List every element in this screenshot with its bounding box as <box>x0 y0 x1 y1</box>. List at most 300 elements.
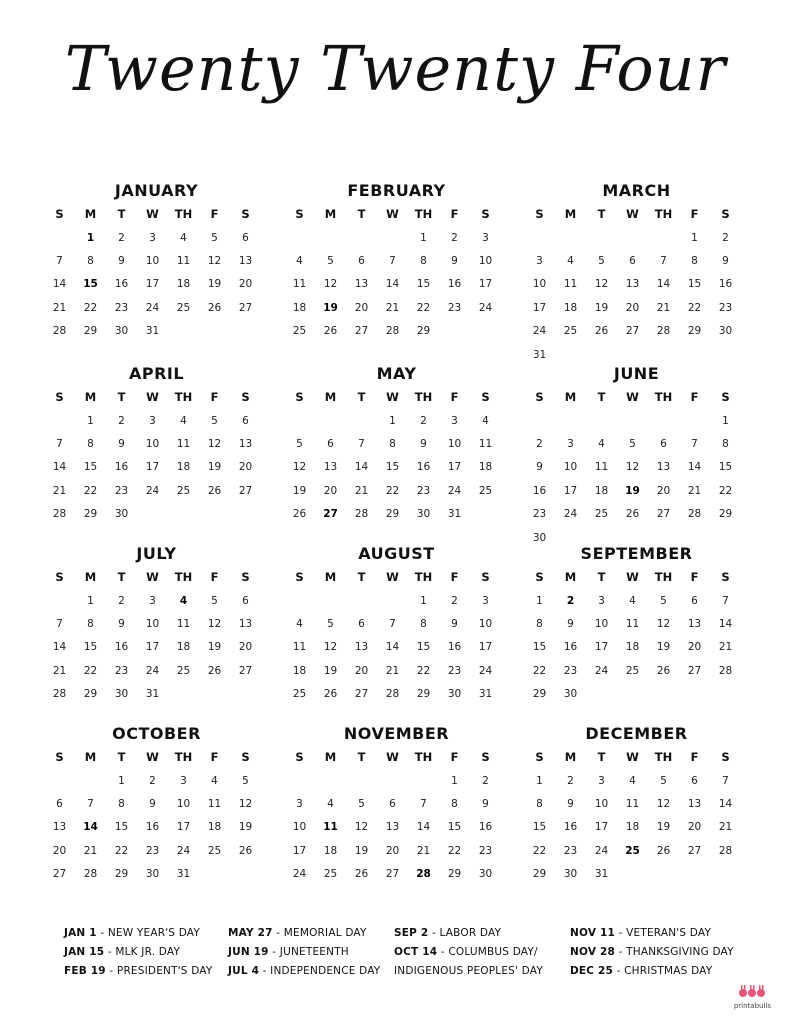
day-cell: 10 <box>563 461 578 474</box>
day-cell: 5 <box>211 414 218 427</box>
holiday-separator: - <box>615 946 627 958</box>
day-cell: 11 <box>478 438 493 451</box>
day-cell: 1 <box>87 414 94 427</box>
day-cell: 26 <box>238 844 253 857</box>
weekday-label: T <box>357 570 366 584</box>
day-cell: 18 <box>563 301 578 314</box>
week-row <box>284 409 509 432</box>
weekday-label: S <box>481 570 490 584</box>
weekday-label: M <box>324 390 337 404</box>
day-cell: 31 <box>176 868 191 881</box>
day-cell: 18 <box>478 461 493 474</box>
holiday-date: FEB 19 <box>64 965 106 977</box>
day-cell: 10 <box>478 255 493 268</box>
holiday-day-cell: 27 <box>323 508 338 521</box>
day-cell: 9 <box>567 798 574 811</box>
day-cell: 21 <box>385 664 400 677</box>
day-cell: 22 <box>718 484 733 497</box>
weekday-label: S <box>721 207 730 221</box>
month-july <box>44 543 269 706</box>
weekday-label: M <box>84 207 97 221</box>
day-cell: 31 <box>594 868 609 881</box>
day-cell: 26 <box>207 484 222 497</box>
day-cell: 8 <box>420 618 427 631</box>
day-cell: 16 <box>478 821 493 834</box>
day-cell: 9 <box>722 255 729 268</box>
day-cell: 2 <box>118 414 125 427</box>
week-row <box>524 249 749 272</box>
day-cell: 26 <box>625 508 640 521</box>
holiday-separator: - <box>272 927 284 939</box>
day-cell: 15 <box>416 278 431 291</box>
day-cell: 16 <box>114 641 129 654</box>
day-cell: 3 <box>482 231 489 244</box>
day-cell: 7 <box>87 798 94 811</box>
day-cell: 5 <box>629 438 636 451</box>
day-cell: 8 <box>691 255 698 268</box>
day-cell: 1 <box>691 231 698 244</box>
weekday-label: S <box>241 750 250 764</box>
day-cell: 22 <box>416 301 431 314</box>
day-cell: 5 <box>242 774 249 787</box>
day-cell: 19 <box>292 484 307 497</box>
week-row <box>524 409 749 432</box>
holiday-column <box>570 924 734 981</box>
day-cell: 18 <box>292 301 307 314</box>
day-cell: 3 <box>180 774 187 787</box>
day-cell: 28 <box>52 508 67 521</box>
day-cell: 11 <box>594 461 609 474</box>
day-cell: 27 <box>687 844 702 857</box>
weekday-label: W <box>626 750 639 764</box>
weekday-label: F <box>210 750 219 764</box>
day-cell: 1 <box>389 414 396 427</box>
month-name: JUNE <box>613 364 660 383</box>
weekday-label: S <box>55 207 64 221</box>
weekday-label: TH <box>654 570 673 584</box>
day-cell: 2 <box>567 774 574 787</box>
day-cell: 13 <box>323 461 338 474</box>
day-cell: 7 <box>56 255 63 268</box>
day-cell: 17 <box>145 278 160 291</box>
month-february <box>284 180 509 343</box>
day-cell: 6 <box>358 255 365 268</box>
holiday-entry <box>228 924 380 943</box>
holiday-column <box>64 924 213 981</box>
day-cell: 11 <box>176 618 191 631</box>
weekday-label: TH <box>174 390 193 404</box>
day-cell: 20 <box>656 484 671 497</box>
weekday-label: W <box>146 750 159 764</box>
day-cell: 18 <box>176 641 191 654</box>
holiday-name: INDIGENOUS PEOPLES' DAY <box>394 965 543 977</box>
day-cell: 18 <box>594 484 609 497</box>
day-cell: 3 <box>598 774 605 787</box>
day-cell: 25 <box>292 688 307 701</box>
weekday-label: T <box>597 570 606 584</box>
day-cell: 24 <box>478 664 493 677</box>
day-cell: 3 <box>536 255 543 268</box>
weekday-label: W <box>626 570 639 584</box>
day-cell: 29 <box>385 508 400 521</box>
day-cell: 26 <box>354 868 369 881</box>
day-cell: 22 <box>83 664 98 677</box>
holiday-name: INDEPENDENCE DAY <box>270 965 381 977</box>
weekday-label: W <box>386 570 399 584</box>
day-cell: 17 <box>563 484 578 497</box>
month-may <box>284 363 509 526</box>
week-row <box>524 839 749 862</box>
day-cell: 10 <box>176 798 191 811</box>
week-row <box>524 636 749 659</box>
day-cell: 8 <box>389 438 396 451</box>
week-row <box>284 612 509 635</box>
day-cell: 29 <box>416 325 431 338</box>
month-name: JANUARY <box>114 181 199 200</box>
holiday-date: NOV 28 <box>570 946 616 958</box>
day-cell: 21 <box>52 301 67 314</box>
day-cell: 14 <box>416 821 431 834</box>
month-october <box>44 723 269 886</box>
weekday-label: M <box>324 207 337 221</box>
week-row <box>44 456 269 479</box>
day-cell: 28 <box>385 325 400 338</box>
day-cell: 24 <box>563 508 578 521</box>
weekday-label: M <box>84 570 97 584</box>
day-cell: 25 <box>207 844 222 857</box>
day-cell: 24 <box>145 664 160 677</box>
day-cell: 7 <box>722 594 729 607</box>
holiday-day-cell: 4 <box>179 594 188 607</box>
day-cell: 28 <box>718 664 733 677</box>
weekday-label: S <box>481 207 490 221</box>
day-cell: 11 <box>625 798 640 811</box>
day-cell: 15 <box>718 461 733 474</box>
day-cell: 8 <box>420 255 427 268</box>
day-cell: 27 <box>238 664 253 677</box>
day-cell: 3 <box>567 438 574 451</box>
day-cell: 24 <box>447 484 462 497</box>
day-cell: 19 <box>323 664 338 677</box>
holiday-separator: - <box>437 946 449 958</box>
day-cell: 5 <box>660 594 667 607</box>
holiday-name: THANKSGIVING DAY <box>626 946 734 958</box>
holiday-separator: - <box>259 965 271 977</box>
weekday-label: S <box>481 750 490 764</box>
day-cell: 12 <box>323 641 338 654</box>
day-cell: 3 <box>296 798 303 811</box>
day-cell: 27 <box>656 508 671 521</box>
week-row <box>524 479 749 502</box>
weekday-label: F <box>690 390 699 404</box>
day-cell: 26 <box>323 325 338 338</box>
day-cell: 21 <box>687 484 702 497</box>
holiday-separator: - <box>105 965 117 977</box>
day-cell: 9 <box>149 798 156 811</box>
day-cell: 12 <box>207 618 222 631</box>
holiday-name: MEMORIAL DAY <box>283 927 367 939</box>
holiday-entry <box>228 962 380 981</box>
week-row <box>284 659 509 682</box>
holiday-name: NEW YEAR'S DAY <box>107 927 200 939</box>
week-row <box>44 839 269 862</box>
day-cell: 29 <box>447 868 462 881</box>
holiday-name: VETERAN'S DAY <box>626 927 712 939</box>
day-cell: 13 <box>625 278 640 291</box>
day-cell: 23 <box>114 484 129 497</box>
day-cell: 1 <box>722 414 729 427</box>
day-cell: 8 <box>118 798 125 811</box>
day-cell: 10 <box>478 618 493 631</box>
week-row <box>44 769 269 792</box>
day-cell: 9 <box>567 618 574 631</box>
day-cell: 6 <box>660 438 667 451</box>
day-cell: 4 <box>567 255 574 268</box>
week-row <box>284 249 509 272</box>
day-cell: 30 <box>532 531 547 544</box>
day-cell: 17 <box>594 821 609 834</box>
day-cell: 21 <box>385 301 400 314</box>
day-cell: 27 <box>354 325 369 338</box>
day-cell: 12 <box>207 255 222 268</box>
day-cell: 19 <box>656 821 671 834</box>
brand-logo <box>734 983 771 1010</box>
day-cell: 26 <box>292 508 307 521</box>
day-cell: 6 <box>56 798 63 811</box>
day-cell: 16 <box>563 821 578 834</box>
weekday-header-row <box>284 745 509 769</box>
weekday-label: S <box>481 390 490 404</box>
weekday-label: W <box>626 390 639 404</box>
day-cell: 12 <box>323 278 338 291</box>
week-row <box>284 503 509 526</box>
day-cell: 11 <box>292 278 307 291</box>
day-cell: 24 <box>292 868 307 881</box>
month-name: DECEMBER <box>585 724 688 743</box>
month-name: SEPTEMBER <box>580 544 693 563</box>
weekday-label: TH <box>174 207 193 221</box>
weekday-label: W <box>386 207 399 221</box>
week-row <box>524 659 749 682</box>
day-cell: 3 <box>149 231 156 244</box>
holiday-day-cell: 11 <box>323 821 338 834</box>
day-cell: 4 <box>598 438 605 451</box>
holiday-date: JAN 15 <box>64 946 105 958</box>
day-cell: 22 <box>447 844 462 857</box>
day-cell: 25 <box>176 664 191 677</box>
weekday-label: TH <box>654 750 673 764</box>
calendar-title: Twenty Twenty Four <box>64 32 727 105</box>
month-name: MARCH <box>602 181 671 200</box>
day-cell: 10 <box>145 438 160 451</box>
week-row <box>524 320 749 343</box>
day-cell: 20 <box>52 844 67 857</box>
day-cell: 14 <box>687 461 702 474</box>
day-cell: 4 <box>296 255 303 268</box>
day-cell: 4 <box>296 618 303 631</box>
week-row <box>524 296 749 319</box>
day-cell: 2 <box>149 774 156 787</box>
day-cell: 16 <box>447 278 462 291</box>
week-row <box>284 589 509 612</box>
day-cell: 16 <box>145 821 160 834</box>
day-cell: 9 <box>536 461 543 474</box>
weekday-label: T <box>117 207 126 221</box>
holiday-entry <box>394 943 543 962</box>
weekday-label: S <box>55 750 64 764</box>
week-row <box>44 816 269 839</box>
weekday-label: TH <box>414 390 433 404</box>
week-row <box>524 589 749 612</box>
day-cell: 20 <box>238 461 253 474</box>
day-cell: 14 <box>52 641 67 654</box>
weekday-label: TH <box>174 570 193 584</box>
day-cell: 2 <box>451 231 458 244</box>
weekday-label: W <box>146 570 159 584</box>
weekday-label: M <box>84 750 97 764</box>
holiday-date: NOV 11 <box>570 927 616 939</box>
day-cell: 7 <box>420 798 427 811</box>
day-cell: 20 <box>385 844 400 857</box>
week-row <box>44 503 269 526</box>
day-cell: 22 <box>83 484 98 497</box>
weekday-label: S <box>241 390 250 404</box>
week-row <box>524 503 749 526</box>
holiday-day-cell: 25 <box>625 844 640 857</box>
week-row <box>284 792 509 815</box>
week-row <box>44 636 269 659</box>
day-cell: 15 <box>83 461 98 474</box>
day-cell: 14 <box>385 641 400 654</box>
weekday-label: TH <box>654 390 673 404</box>
day-cell: 16 <box>718 278 733 291</box>
holiday-day-cell: 14 <box>83 821 98 834</box>
day-cell: 26 <box>323 688 338 701</box>
day-cell: 6 <box>327 438 334 451</box>
day-cell: 1 <box>420 594 427 607</box>
weekday-label: S <box>535 750 544 764</box>
day-cell: 4 <box>327 798 334 811</box>
day-cell: 19 <box>238 821 253 834</box>
day-cell: 16 <box>447 641 462 654</box>
day-cell: 6 <box>691 594 698 607</box>
day-cell: 21 <box>718 821 733 834</box>
day-cell: 5 <box>358 798 365 811</box>
day-cell: 4 <box>629 774 636 787</box>
day-cell: 2 <box>118 594 125 607</box>
day-cell: 31 <box>145 325 160 338</box>
weekday-label: T <box>597 750 606 764</box>
week-row <box>284 273 509 296</box>
day-cell: 30 <box>563 688 578 701</box>
day-cell: 19 <box>207 278 222 291</box>
day-cell: 7 <box>56 618 63 631</box>
weekday-label: TH <box>414 750 433 764</box>
weekday-label: S <box>295 570 304 584</box>
holiday-entry <box>64 943 213 962</box>
day-cell: 22 <box>416 664 431 677</box>
weekday-header-row <box>284 385 509 409</box>
month-november <box>284 723 509 886</box>
day-cell: 15 <box>532 641 547 654</box>
day-cell: 13 <box>656 461 671 474</box>
holiday-day-cell: 19 <box>323 301 338 314</box>
day-cell: 4 <box>211 774 218 787</box>
week-row <box>44 612 269 635</box>
weekday-label: F <box>450 390 459 404</box>
week-row <box>44 409 269 432</box>
weekday-label: F <box>450 207 459 221</box>
holiday-day-cell: 2 <box>566 594 575 607</box>
day-cell: 30 <box>563 868 578 881</box>
day-cell: 19 <box>656 641 671 654</box>
day-cell: 28 <box>52 688 67 701</box>
weekday-label: W <box>146 390 159 404</box>
day-cell: 29 <box>416 688 431 701</box>
weekday-label: F <box>210 570 219 584</box>
day-cell: 3 <box>451 414 458 427</box>
day-cell: 21 <box>52 664 67 677</box>
weekday-label: S <box>295 207 304 221</box>
day-cell: 13 <box>687 798 702 811</box>
day-cell: 28 <box>354 508 369 521</box>
month-name: MAY <box>376 364 417 383</box>
day-cell: 31 <box>532 348 547 361</box>
week-row <box>44 683 269 706</box>
week-row <box>44 432 269 455</box>
day-cell: 15 <box>416 641 431 654</box>
day-cell: 10 <box>145 255 160 268</box>
weekday-header-row <box>524 565 749 589</box>
day-cell: 23 <box>114 664 129 677</box>
day-cell: 8 <box>722 438 729 451</box>
day-cell: 12 <box>656 798 671 811</box>
week-row <box>284 839 509 862</box>
day-cell: 28 <box>687 508 702 521</box>
day-cell: 29 <box>532 688 547 701</box>
week-row <box>524 612 749 635</box>
day-cell: 26 <box>207 301 222 314</box>
weekday-header-row <box>524 745 749 769</box>
day-cell: 16 <box>532 484 547 497</box>
day-cell: 17 <box>594 641 609 654</box>
weekday-label: S <box>535 207 544 221</box>
day-cell: 20 <box>687 821 702 834</box>
day-cell: 19 <box>354 844 369 857</box>
day-cell: 13 <box>354 641 369 654</box>
week-row <box>524 456 749 479</box>
day-cell: 7 <box>56 438 63 451</box>
week-row <box>524 863 749 886</box>
day-cell: 25 <box>594 508 609 521</box>
day-cell: 11 <box>292 641 307 654</box>
day-cell: 28 <box>52 325 67 338</box>
day-cell: 5 <box>211 594 218 607</box>
day-cell: 3 <box>149 414 156 427</box>
holiday-day-cell: 15 <box>83 278 98 291</box>
holiday-separator: - <box>615 927 627 939</box>
day-cell: 21 <box>656 301 671 314</box>
brand-logo-text: printabulls <box>733 1002 771 1010</box>
day-cell: 21 <box>416 844 431 857</box>
week-row <box>44 659 269 682</box>
day-cell: 5 <box>296 438 303 451</box>
day-cell: 5 <box>211 231 218 244</box>
day-cell: 20 <box>323 484 338 497</box>
day-cell: 20 <box>625 301 640 314</box>
weekday-label: TH <box>174 750 193 764</box>
weekday-label: T <box>597 390 606 404</box>
